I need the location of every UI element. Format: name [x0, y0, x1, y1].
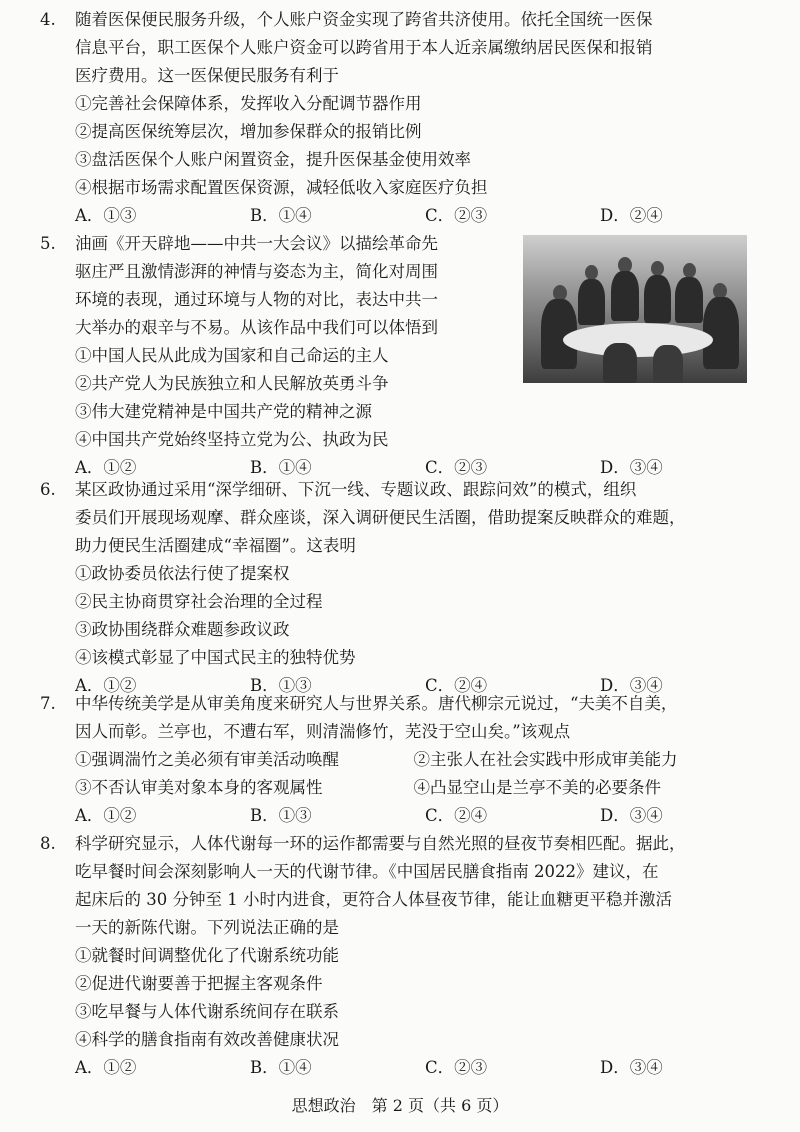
option-d: D．③④: [600, 676, 663, 695]
page-footer: 思想政治 第 2 页（共 6 页）: [291, 1096, 509, 1115]
option-a: A．①②: [75, 458, 137, 477]
question-number: 4.: [40, 10, 56, 29]
statement-item: ③盘活医保个人账户闲置资金，提升医保基金使用效率: [75, 150, 471, 169]
question-stem-line: 5. 油画《开天辟地——中共一大会议》以描绘革命先: [40, 230, 752, 258]
question-stem-line: 委员们开展现场观摩、群众座谈，深入调研便民生活圈，借助提案反映群众的难题，: [75, 508, 686, 527]
statement-item: ①完善社会保障体系，发挥收入分配调节器作用: [75, 94, 422, 113]
question-stem-line: 大举办的艰辛与不易。从该作品中我们可以体悟到: [75, 318, 438, 337]
option-b: B．①④: [250, 206, 312, 225]
question-stem-line: 因人而彰。兰亭也，不遭右军，则清湍修竹，芜没于空山矣。”该观点: [75, 722, 571, 741]
option-a: A．①②: [75, 1058, 137, 1077]
question-stem-line: 4. 随着医保便民服务升级，个人账户资金实现了跨省共济使用。依托全国统一医保: [40, 6, 752, 34]
option-d: D．③④: [600, 806, 663, 825]
option-c: C．②③: [425, 458, 488, 477]
option-b: B．①④: [250, 1058, 312, 1077]
question-stem-line: 8. 科学研究显示，人体代谢每一环的运作都需要与自然光照的昼夜节奏相匹配。据此，: [40, 830, 752, 858]
statement-item: ④凸显空山是兰亭不美的必要条件: [413, 778, 661, 797]
option-c: C．②④: [425, 806, 488, 825]
option-b: B．①④: [250, 458, 312, 477]
statement-row: [40, 746, 752, 774]
statement-item: ①中国人民从此成为国家和自己命运的主人: [75, 346, 389, 365]
question-stem-line: 起床后的 30 分钟至 1 小时内进食，更符合人体昼夜节律，能让血糖更平稳并激活: [75, 890, 672, 909]
question-stem-line: 医疗费用。这一医保便民服务有利于: [75, 66, 339, 85]
answer-options: [40, 802, 752, 830]
question-stem-line: 环境的表现，通过环境与人物的对比，表达中共一: [75, 290, 438, 309]
question-number: 6.: [40, 480, 56, 499]
option-d: D．②④: [600, 206, 663, 225]
statement-item: ②主张人在社会实践中形成审美能力: [413, 750, 678, 769]
answer-options: [40, 1054, 752, 1082]
statement-item: ③伟大建党精神是中国共产党的精神之源: [75, 402, 372, 421]
statement-item: ③政协围绕群众难题参政议政: [75, 620, 290, 639]
question-stem-line: 吃早餐时间会深刻影响人一天的代谢节律。《中国居民膳食指南 2022》建议，在: [75, 862, 659, 881]
option-a: A．①②: [75, 676, 137, 695]
statement-item: ④根据市场需求配置医保资源，减轻低收入家庭医疗负担: [75, 178, 488, 197]
statement-row: [40, 774, 752, 802]
statement-item: ①政协委员依法行使了提案权: [75, 564, 290, 583]
statement-item: ④科学的膳食指南有效改善健康状况: [75, 1030, 339, 1049]
question-stem-line: 驱庄严且激情澎湃的神情与姿态为主，简化对周围: [75, 262, 438, 281]
statement-item: ③吃早餐与人体代谢系统间存在联系: [75, 1002, 339, 1021]
option-c: C．②③: [425, 206, 488, 225]
question-stem-line: 7. 中华传统美学是从审美角度来研究人与世界关系。唐代柳宗元说过，“夫美不自美，: [40, 690, 752, 718]
question-stem-line: 助力便民生活圈建成“幸福圈”。这表明: [75, 536, 356, 555]
question-7: [40, 690, 752, 830]
question-stem-line: 信息平台，职工医保个人账户资金可以跨省用于本人近亲属缴纳居民医保和报销: [75, 38, 653, 57]
question-6: [40, 476, 752, 700]
oil-painting-image: [523, 235, 747, 383]
option-c: C．②③: [425, 1058, 488, 1077]
statement-item: ②提高医保统筹层次，增加参保群众的报销比例: [75, 122, 422, 141]
option-d: D．③④: [600, 1058, 663, 1077]
statement-item: ③不否认审美对象本身的客观属性: [75, 778, 323, 797]
question-8: [40, 830, 752, 1082]
option-a: A．①②: [75, 806, 137, 825]
statement-item: ②共产党人为民族独立和人民解放英勇斗争: [75, 374, 389, 393]
option-b: B．①③: [250, 676, 312, 695]
statement-item: ④该模式彰显了中国式民主的独特优势: [75, 648, 356, 667]
question-stem-line: 6. 某区政协通过采用“深学细研、下沉一线、专题议政、跟踪问效”的模式，组织: [40, 476, 752, 504]
question-number: 8.: [40, 834, 56, 853]
statement-item: ④中国共产党始终坚持立党为公、执政为民: [75, 430, 389, 449]
option-b: B．①③: [250, 806, 312, 825]
statement-item: ②民主协商贯穿社会治理的全过程: [75, 592, 323, 611]
question-4: [40, 6, 752, 230]
question-number: 7.: [40, 694, 56, 713]
option-d: D．③④: [600, 458, 663, 477]
question-number: 5.: [40, 234, 56, 253]
answer-options: [40, 202, 752, 230]
question-stem-line: 一天的新陈代谢。下列说法正确的是: [75, 918, 339, 937]
option-c: C．②④: [425, 676, 488, 695]
statement-item: ②促进代谢要善于把握主客观条件: [75, 974, 323, 993]
option-a: A．①③: [75, 206, 137, 225]
statement-item: ①就餐时间调整优化了代谢系统功能: [75, 946, 339, 965]
statement-item: ①强调湍竹之美必须有审美活动唤醒: [75, 750, 339, 769]
